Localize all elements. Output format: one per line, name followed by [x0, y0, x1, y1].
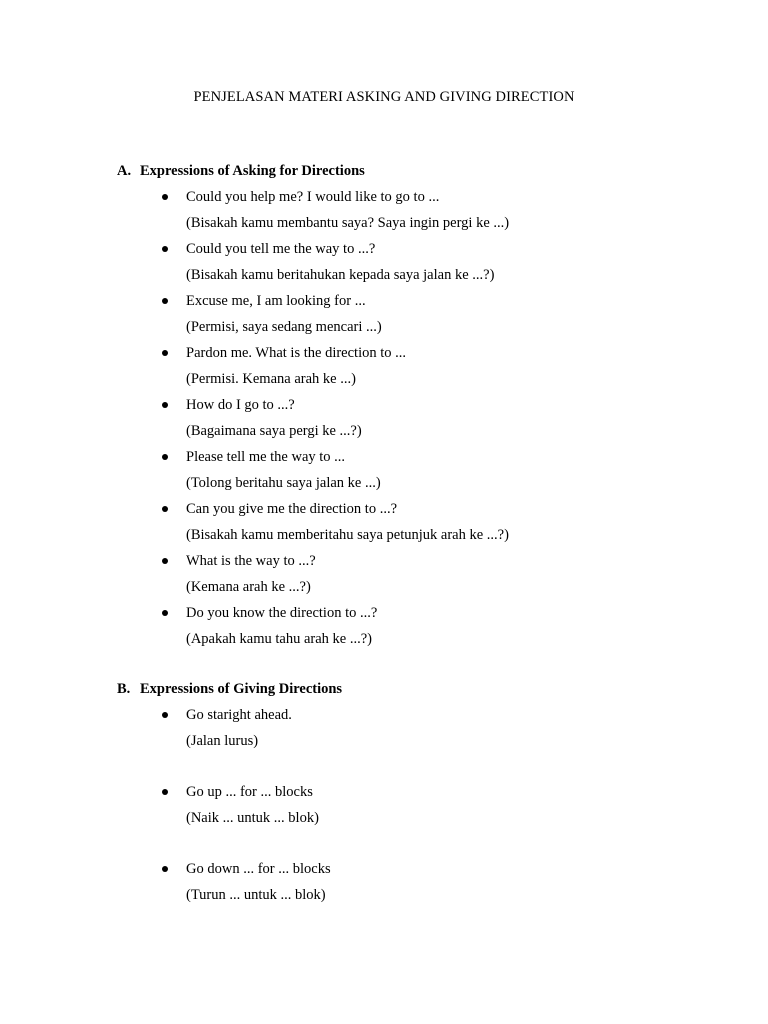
document-title: PENJELASAN MATERI ASKING AND GIVING DIRECTION: [193, 89, 575, 105]
list-item: [160, 702, 720, 779]
list-item: [160, 340, 720, 392]
bullet-icon: [162, 789, 168, 795]
bullet-icon: [162, 246, 168, 252]
section-b-title: Expressions of Giving Directions: [140, 681, 343, 697]
section-a-heading: [117, 161, 365, 181]
expression-text: Excuse me, I am looking for ...: [186, 293, 366, 309]
bullet-icon: [162, 454, 168, 460]
bullet-icon: [162, 712, 168, 718]
expression-text: Could you help me? I would like to go to ...: [186, 189, 440, 205]
section-a-title: Expressions of Asking for Directions: [140, 163, 365, 179]
expression-text: How do I go to ...?: [186, 397, 295, 413]
expression-translation: (Bisakah kamu beritahukan kepada saya jalan ke ...?): [186, 267, 495, 283]
expression-translation: (Turun ... untuk ... blok): [186, 887, 326, 903]
section-b-list: [160, 702, 720, 933]
section-a-list: [160, 184, 720, 652]
expression-text: Pardon me. What is the direction to ...: [186, 345, 407, 361]
list-item: [160, 548, 720, 600]
bullet-icon: [162, 866, 168, 872]
bullet-icon: [162, 506, 168, 512]
expression-translation: (Permisi, saya sedang mencari ...): [186, 319, 382, 335]
expression-text: Do you know the direction to ...?: [186, 605, 378, 621]
expression-translation: (Jalan lurus): [186, 733, 259, 749]
list-item: [160, 288, 720, 340]
expression-text: Go up ... for ... blocks: [186, 784, 313, 800]
expression-translation: (Naik ... untuk ... blok): [186, 810, 319, 826]
list-item: [160, 236, 720, 288]
section-a-letter: A.: [117, 163, 132, 179]
expression-text: Could you tell me the way to ...?: [186, 241, 376, 257]
bullet-icon: [162, 610, 168, 616]
bullet-icon: [162, 402, 168, 408]
section-b-heading: [117, 679, 342, 699]
expression-text: Go down ... for ... blocks: [186, 861, 331, 877]
section-b-letter: B.: [117, 681, 131, 697]
bullet-icon: [162, 558, 168, 564]
list-item: [160, 496, 720, 548]
expression-text: What is the way to ...?: [186, 553, 316, 569]
list-item: [160, 444, 720, 496]
list-item: [160, 392, 720, 444]
list-item: [160, 184, 720, 236]
bullet-icon: [162, 194, 168, 200]
expression-translation: (Kemana arah ke ...?): [186, 579, 311, 595]
list-item: [160, 856, 720, 933]
expression-translation: (Bisakah kamu memberitahu saya petunjuk arah ke ...?): [186, 527, 509, 543]
expression-translation: (Tolong beritahu saya jalan ke ...): [186, 475, 381, 491]
bullet-icon: [162, 298, 168, 304]
list-item: [160, 600, 720, 652]
expression-translation: (Bagaimana saya pergi ke ...?): [186, 423, 362, 439]
list-item: [160, 779, 720, 856]
bullet-icon: [162, 350, 168, 356]
expression-text: Please tell me the way to ...: [186, 449, 346, 465]
expression-text: Can you give me the direction to ...?: [186, 501, 398, 517]
expression-text: Go staright ahead.: [186, 707, 292, 723]
expression-translation: (Bisakah kamu membantu saya? Saya ingin pergi ke ...): [186, 215, 510, 231]
expression-translation: (Permisi. Kemana arah ke ...): [186, 371, 356, 387]
expression-translation: (Apakah kamu tahu arah ke ...?): [186, 631, 373, 647]
